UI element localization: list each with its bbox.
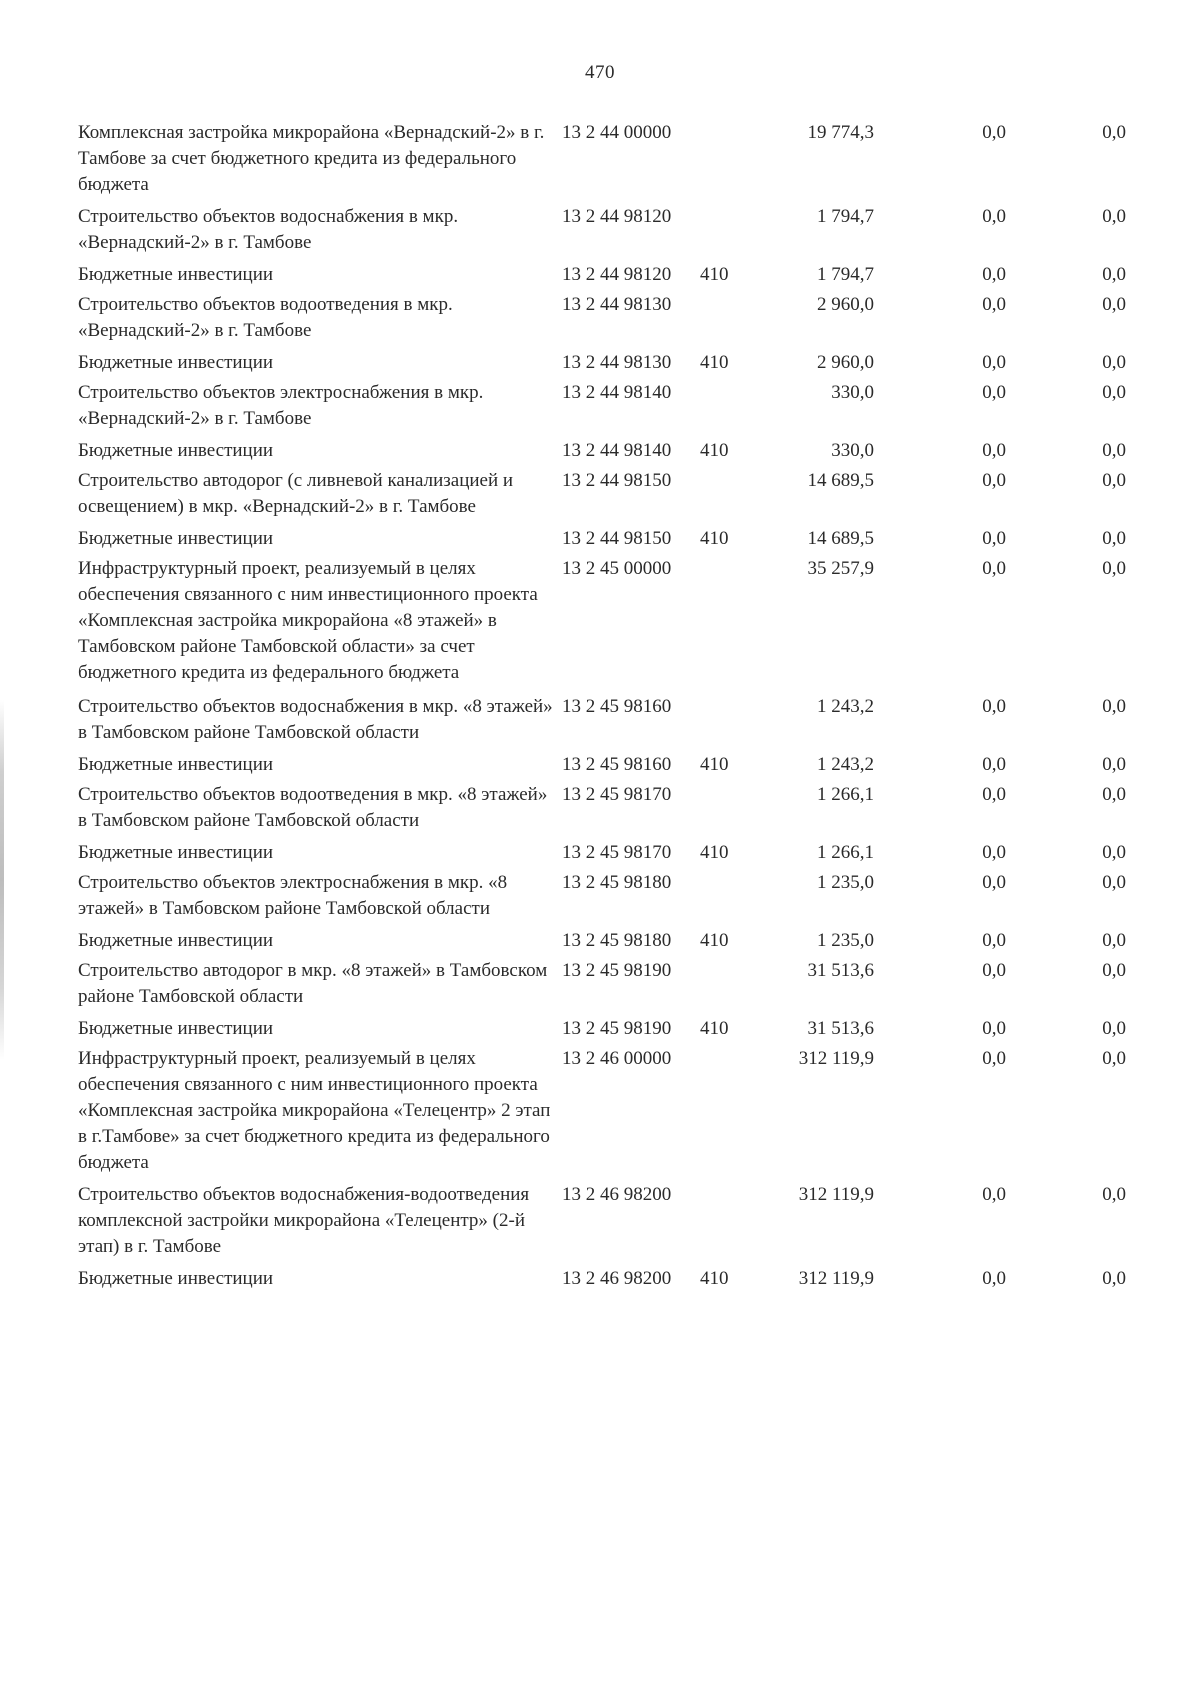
table-row xyxy=(78,204,1168,256)
table-row xyxy=(78,262,1168,288)
row-code: 13 2 45 98170 xyxy=(562,842,672,863)
table-row xyxy=(78,840,1168,866)
row-value-3: 0,0 xyxy=(1102,352,1126,373)
table-row xyxy=(78,1182,1168,1260)
row-name: Бюджетные инвестиции xyxy=(78,1018,274,1039)
table-row xyxy=(78,468,1168,520)
row-name: Строительство автодорог в мкр. «8 этажей» в Тамбовском районе Тамбовской области xyxy=(78,960,548,1007)
row-name: Бюджетные инвестиции xyxy=(78,352,274,373)
row-value-1: 14 689,5 xyxy=(807,528,874,549)
row-value-3: 0,0 xyxy=(1102,754,1126,775)
row-value-1: 19 774,3 xyxy=(807,122,874,143)
row-value-1: 1 235,0 xyxy=(817,872,874,893)
row-name: Строительство объектов водоснабжения в мкр. «8 этажей» в Тамбовском районе Тамбовской области xyxy=(78,696,553,743)
row-name: Инфраструктурный проект, реализуемый в целях обеспечения связанного с ним инвестиционного проекта «Комплексная застройка микрорайона «Телецентр» 2 этап в г.Тамбове» за счет бюджетного кредита из федерального бюджета xyxy=(78,1048,551,1173)
row-name: Бюджетные инвестиции xyxy=(78,528,274,549)
row-value-2: 0,0 xyxy=(982,1018,1006,1039)
row-name: Строительство объектов электроснабжения в мкр. «Вернадский-2» в г. Тамбове xyxy=(78,382,484,429)
row-expense-type: 410 xyxy=(700,754,729,775)
table-row xyxy=(78,120,1168,198)
row-value-3: 0,0 xyxy=(1102,470,1126,491)
row-value-3: 0,0 xyxy=(1102,1048,1126,1069)
row-value-3: 0,0 xyxy=(1102,930,1126,951)
row-code: 13 2 44 98140 xyxy=(562,382,672,403)
row-value-3: 0,0 xyxy=(1102,382,1126,403)
row-value-3: 0,0 xyxy=(1102,784,1126,805)
row-value-2: 0,0 xyxy=(982,558,1006,579)
row-code: 13 2 45 98190 xyxy=(562,1018,672,1039)
row-code: 13 2 44 98140 xyxy=(562,440,672,461)
row-code: 13 2 46 98200 xyxy=(562,1184,672,1205)
table-row xyxy=(78,1016,1168,1042)
row-value-2: 0,0 xyxy=(982,440,1006,461)
row-name: Строительство объектов водоотведения в мкр. «8 этажей» в Тамбовском районе Тамбовской области xyxy=(78,784,548,831)
row-value-3: 0,0 xyxy=(1102,1018,1126,1039)
row-value-2: 0,0 xyxy=(982,872,1006,893)
row-code: 13 2 46 98200 xyxy=(562,1268,672,1289)
row-value-2: 0,0 xyxy=(982,122,1006,143)
row-expense-type: 410 xyxy=(700,264,729,285)
row-name: Бюджетные инвестиции xyxy=(78,1268,274,1289)
row-name: Инфраструктурный проект, реализуемый в целях обеспечения связанного с ним инвестиционного проекта «Комплексная застройка микрорайона «8 этажей» в Тамбовском районе Тамбовской области» за счет бюджетного кредита из федерального бюджета xyxy=(78,558,538,683)
row-value-2: 0,0 xyxy=(982,754,1006,775)
row-value-1: 14 689,5 xyxy=(807,470,874,491)
row-value-3: 0,0 xyxy=(1102,1184,1126,1205)
row-value-1: 2 960,0 xyxy=(817,352,874,373)
row-code: 13 2 44 98130 xyxy=(562,294,672,315)
table-row xyxy=(78,694,1168,746)
row-value-3: 0,0 xyxy=(1102,122,1126,143)
row-value-3: 0,0 xyxy=(1102,872,1126,893)
table-row xyxy=(78,752,1168,778)
row-name: Бюджетные инвестиции xyxy=(78,842,274,863)
row-value-1: 312 119,9 xyxy=(798,1268,874,1289)
row-value-2: 0,0 xyxy=(982,1184,1006,1205)
row-expense-type: 410 xyxy=(700,528,729,549)
table-row xyxy=(78,350,1168,376)
row-name: Строительство автодорог (с ливневой канализацией и освещением) в мкр. «Вернадский-2» в г. Тамбове xyxy=(78,470,514,517)
row-value-2: 0,0 xyxy=(982,1268,1006,1289)
row-value-3: 0,0 xyxy=(1102,558,1126,579)
table-row xyxy=(78,380,1168,432)
row-expense-type: 410 xyxy=(700,440,729,461)
row-value-2: 0,0 xyxy=(982,930,1006,951)
table-row xyxy=(78,928,1168,954)
row-value-2: 0,0 xyxy=(982,842,1006,863)
row-code: 13 2 46 00000 xyxy=(562,1048,672,1069)
row-name: Строительство объектов водоснабжения в мкр. «Вернадский-2» в г. Тамбове xyxy=(78,206,459,253)
row-value-1: 35 257,9 xyxy=(807,558,874,579)
row-value-1: 1 794,7 xyxy=(817,206,874,227)
row-code: 13 2 45 98170 xyxy=(562,784,672,805)
row-value-3: 0,0 xyxy=(1102,696,1126,717)
row-expense-type: 410 xyxy=(700,1268,729,1289)
row-value-1: 1 266,1 xyxy=(817,784,874,805)
row-value-3: 0,0 xyxy=(1102,206,1126,227)
row-value-1: 330,0 xyxy=(831,440,874,461)
row-code: 13 2 45 98160 xyxy=(562,696,672,717)
table-row xyxy=(78,526,1168,552)
row-code: 13 2 45 98160 xyxy=(562,754,672,775)
row-value-1: 1 235,0 xyxy=(817,930,874,951)
row-value-2: 0,0 xyxy=(982,264,1006,285)
row-name: Строительство объектов водоснабжения-водоотведения комплексной застройки микрорайона «Телецентр» (2-й этап) в г. Тамбове xyxy=(78,1184,530,1257)
row-value-2: 0,0 xyxy=(982,960,1006,981)
row-value-3: 0,0 xyxy=(1102,264,1126,285)
row-code: 13 2 44 00000 xyxy=(562,122,672,143)
budget-table xyxy=(78,120,1168,1298)
row-value-2: 0,0 xyxy=(982,294,1006,315)
row-expense-type: 410 xyxy=(700,842,729,863)
row-value-1: 2 960,0 xyxy=(817,294,874,315)
row-name: Бюджетные инвестиции xyxy=(78,264,274,285)
scan-edge-shadow xyxy=(0,700,4,1060)
row-value-3: 0,0 xyxy=(1102,294,1126,315)
row-value-2: 0,0 xyxy=(982,382,1006,403)
row-value-1: 1 794,7 xyxy=(817,264,874,285)
row-value-1: 312 119,9 xyxy=(798,1048,874,1069)
row-name: Бюджетные инвестиции xyxy=(78,930,274,951)
row-code: 13 2 45 98180 xyxy=(562,872,672,893)
row-code: 13 2 45 98190 xyxy=(562,960,672,981)
row-code: 13 2 44 98150 xyxy=(562,470,672,491)
row-name: Бюджетные инвестиции xyxy=(78,440,274,461)
row-value-2: 0,0 xyxy=(982,528,1006,549)
row-value-2: 0,0 xyxy=(982,470,1006,491)
row-value-1: 1 243,2 xyxy=(817,696,874,717)
table-row xyxy=(78,782,1168,834)
table-row xyxy=(78,1046,1168,1176)
row-value-2: 0,0 xyxy=(982,1048,1006,1069)
row-value-1: 312 119,9 xyxy=(798,1184,874,1205)
row-value-1: 1 243,2 xyxy=(817,754,874,775)
row-value-1: 330,0 xyxy=(831,382,874,403)
row-name: Бюджетные инвестиции xyxy=(78,754,274,775)
row-name: Строительство объектов водоотведения в мкр. «Вернадский-2» в г. Тамбове xyxy=(78,294,453,341)
row-value-1: 31 513,6 xyxy=(807,960,874,981)
table-row xyxy=(78,870,1168,922)
row-name: Строительство объектов электроснабжения в мкр. «8 этажей» в Тамбовском районе Тамбовской области xyxy=(78,872,508,919)
row-value-3: 0,0 xyxy=(1102,528,1126,549)
row-value-2: 0,0 xyxy=(982,696,1006,717)
row-name: Комплексная застройка микрорайона «Вернадский-2» в г. Тамбове за счет бюджетного кредита из федерального бюджета xyxy=(78,122,545,195)
row-expense-type: 410 xyxy=(700,352,729,373)
row-value-1: 1 266,1 xyxy=(817,842,874,863)
table-row xyxy=(78,292,1168,344)
row-value-3: 0,0 xyxy=(1102,440,1126,461)
row-code: 13 2 44 98130 xyxy=(562,352,672,373)
row-expense-type: 410 xyxy=(700,930,729,951)
row-code: 13 2 45 00000 xyxy=(562,558,672,579)
table-row xyxy=(78,1266,1168,1292)
row-code: 13 2 45 98180 xyxy=(562,930,672,951)
row-value-3: 0,0 xyxy=(1102,842,1126,863)
row-code: 13 2 44 98150 xyxy=(562,528,672,549)
table-row xyxy=(78,556,1168,686)
row-value-1: 31 513,6 xyxy=(807,1018,874,1039)
table-row xyxy=(78,958,1168,1010)
row-value-2: 0,0 xyxy=(982,784,1006,805)
row-value-3: 0,0 xyxy=(1102,960,1126,981)
row-value-2: 0,0 xyxy=(982,352,1006,373)
row-value-3: 0,0 xyxy=(1102,1268,1126,1289)
row-expense-type: 410 xyxy=(700,1018,729,1039)
row-code: 13 2 44 98120 xyxy=(562,206,672,227)
row-value-2: 0,0 xyxy=(982,206,1006,227)
page-number: 470 xyxy=(585,62,615,83)
row-code: 13 2 44 98120 xyxy=(562,264,672,285)
table-row xyxy=(78,438,1168,464)
